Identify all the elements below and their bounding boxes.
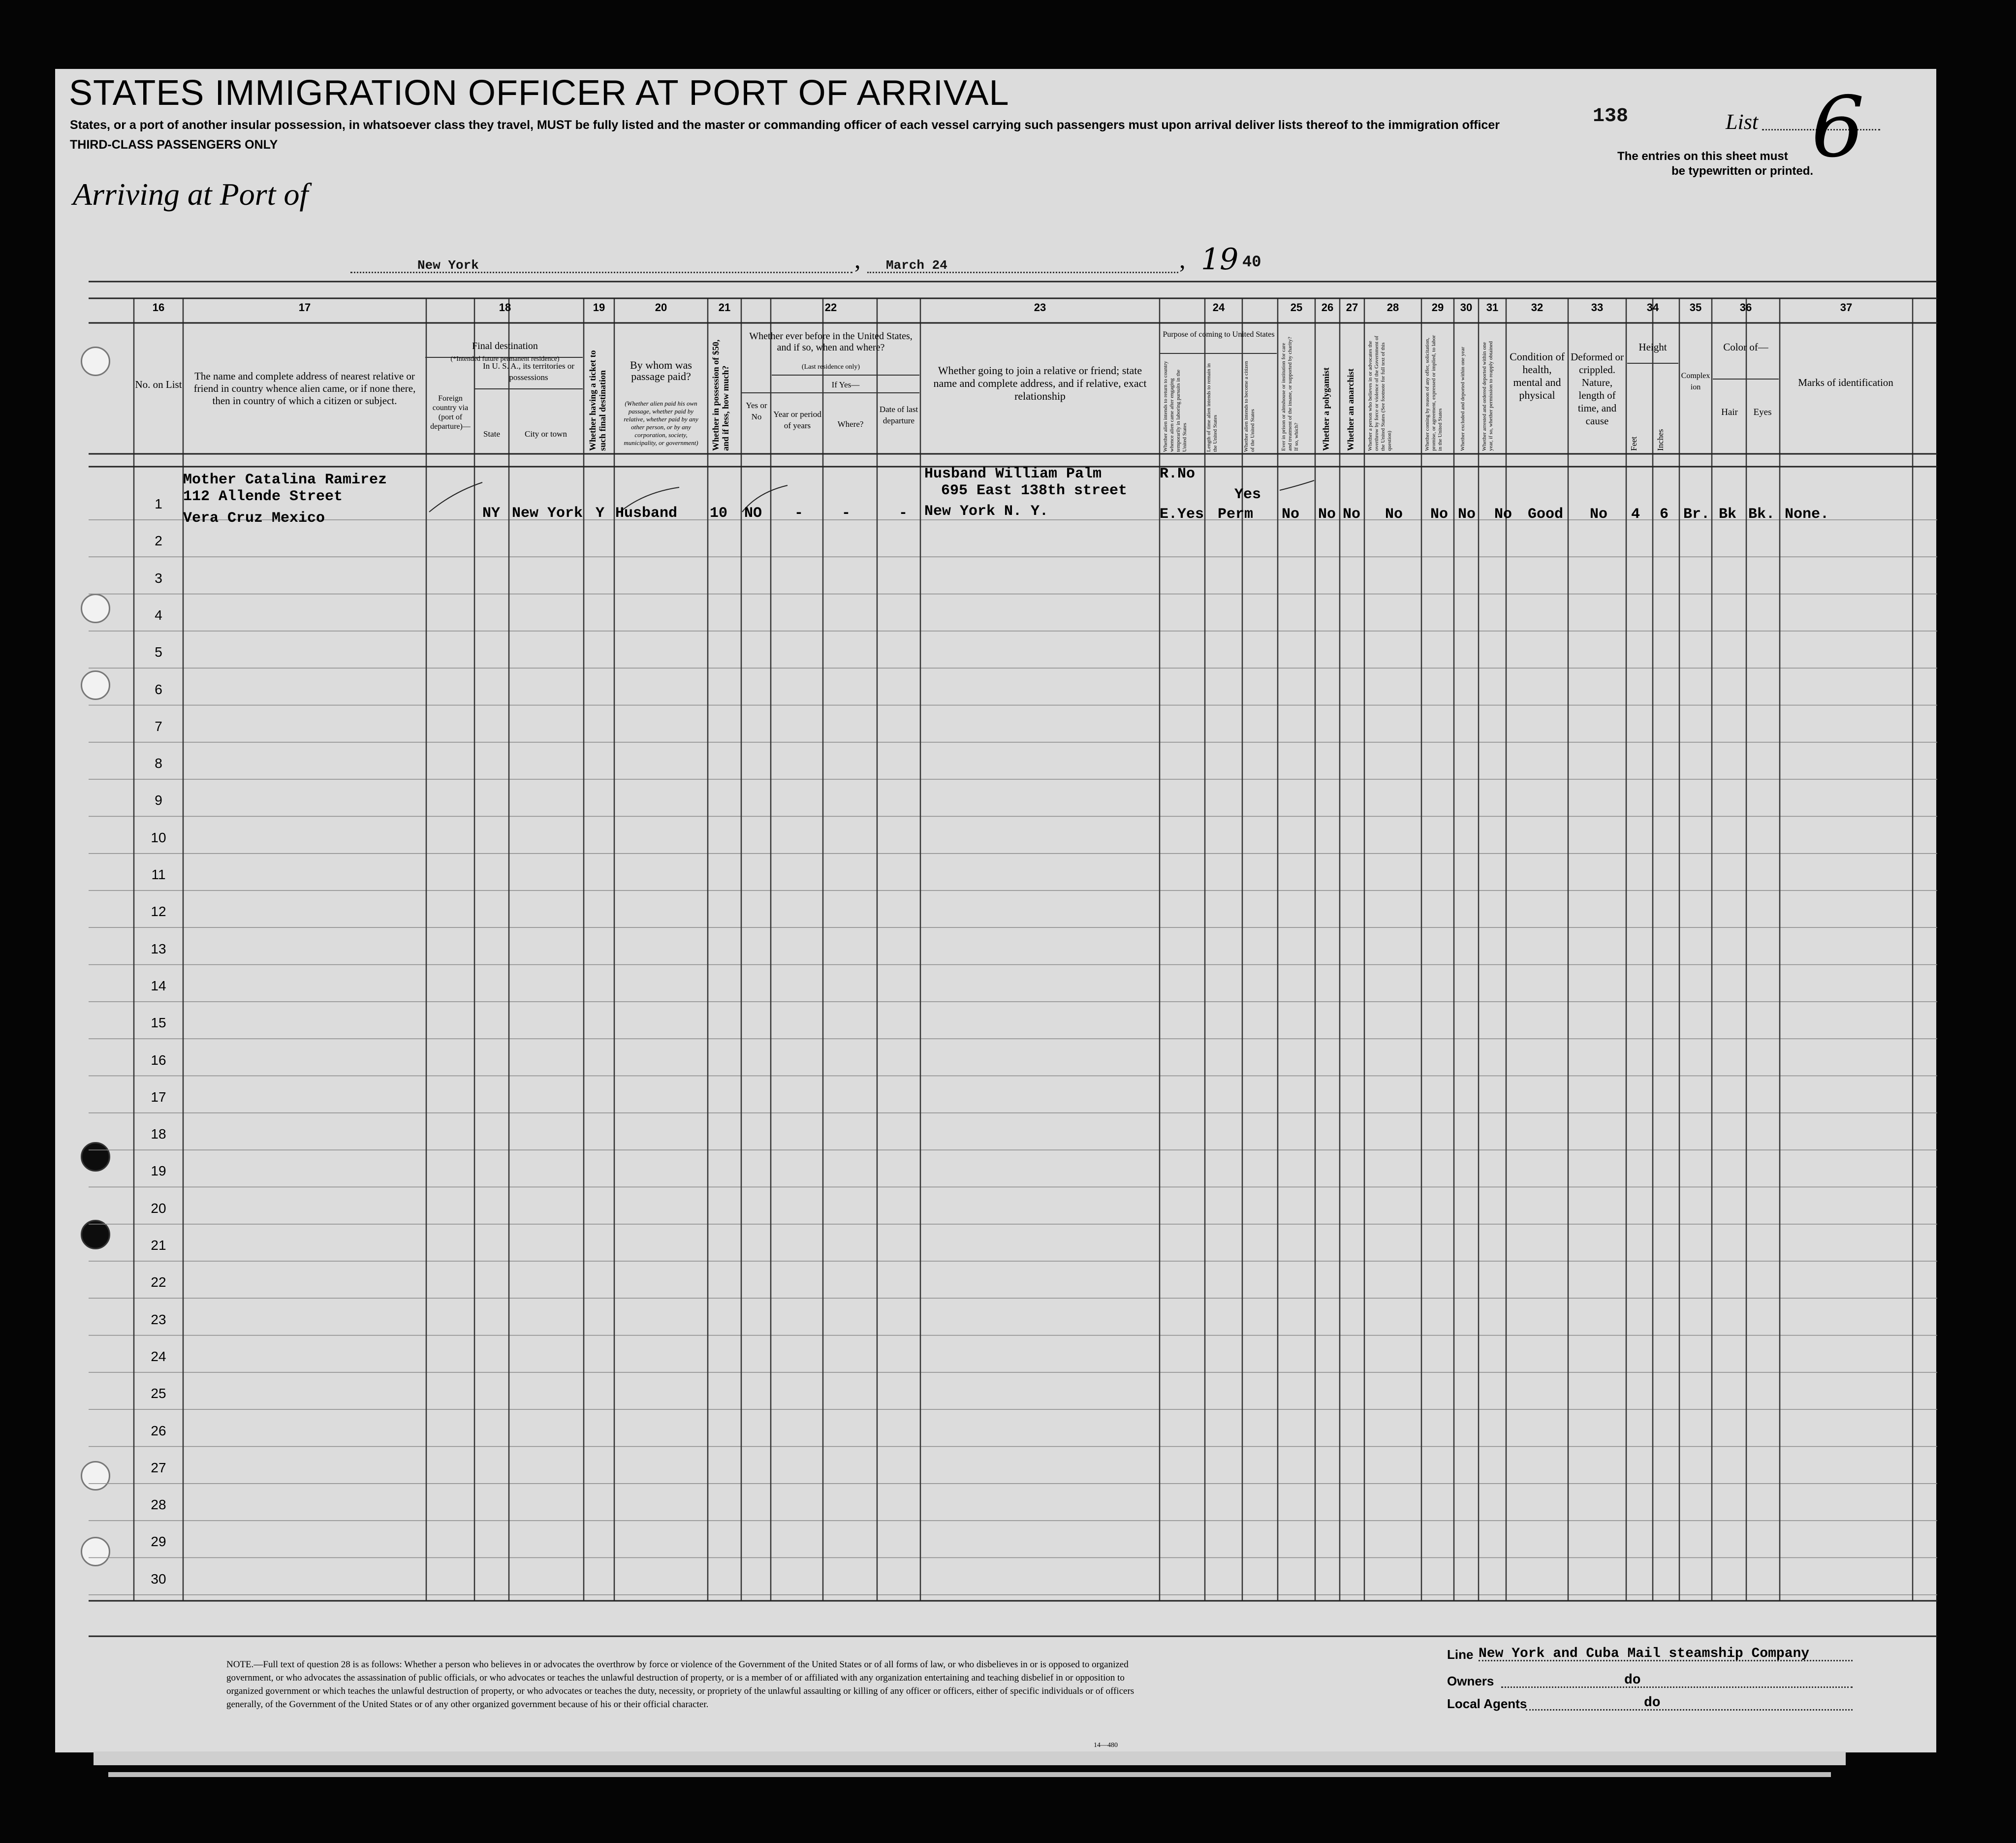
- year-suffix: 40: [1242, 253, 1261, 271]
- header-hair: Hair: [1721, 407, 1738, 417]
- header-if-yes: If Yes—: [831, 380, 860, 389]
- header-polygamist: Whether a polygamist: [1321, 367, 1331, 451]
- row-number: 25: [151, 1386, 166, 1401]
- header-height: Height: [1638, 341, 1667, 353]
- header-foreign-country: Foreign country via (port of departure)—: [430, 394, 471, 431]
- col-num-36: 36: [1739, 301, 1752, 314]
- header-final-destination-note: (*Intended future permanent residence): [450, 355, 560, 363]
- header-by-whom: By whom was passage paid?: [630, 359, 692, 382]
- header-eyes: Eyes: [1753, 407, 1772, 417]
- stamp-number: 138: [1593, 105, 1629, 127]
- departure-date-value: -: [899, 505, 908, 522]
- row-number: 9: [155, 793, 162, 808]
- row-number: 1: [155, 496, 162, 511]
- citizen-value: Yes: [1234, 486, 1261, 503]
- hair-value: Bk: [1719, 506, 1737, 523]
- header-where: Where?: [837, 419, 864, 429]
- col-num-29: 29: [1431, 301, 1444, 314]
- purpose-engage-value: E.Yes: [1160, 506, 1204, 523]
- eyes-value: Bk.: [1748, 506, 1775, 523]
- complexion-value: Br.: [1683, 506, 1710, 523]
- header-city: City or town: [525, 429, 567, 439]
- row-number: 15: [151, 1015, 166, 1031]
- row-number: 30: [151, 1571, 166, 1587]
- purpose-return-value: R.No: [1160, 466, 1196, 482]
- col-num-16: 16: [152, 301, 165, 314]
- header-purpose: Purpose of coming to United States: [1163, 330, 1275, 339]
- row-number: 3: [155, 570, 162, 586]
- destination-city: New York: [512, 505, 583, 522]
- row-number: 11: [151, 867, 166, 882]
- header-ever-before-note: (Last residence only): [801, 363, 860, 371]
- entries-note: The entries on this sheet must: [1617, 150, 1788, 163]
- line-value: New York and Cuba Mail steamship Company: [1479, 1646, 1810, 1661]
- owners-underline: [1501, 1686, 1853, 1688]
- prison-value: No: [1282, 506, 1300, 523]
- header-q28: Whether a person who believes in or advocates the overthrow by force or violence of the Government of the United States (See footnote for full text of this question): [1367, 336, 1392, 451]
- join-relative-line-3: New York N. Y.: [924, 503, 1049, 520]
- date-value: March 24: [886, 258, 947, 273]
- comma: ,: [854, 246, 861, 273]
- row-number: 2: [155, 533, 162, 549]
- where-value: -: [842, 505, 851, 522]
- col-num-17: 17: [298, 301, 311, 314]
- footnote-q28: NOTE.—Full text of question 28 is as follows: Whether a person who believes in or advocates the overthrow by force or violence of the Government of the United States or of all forms of law, or who disbelieves in or is opposed to organized government, or who advocates the assassination of public officials, or who advocates or teaches the unlawful destruction of property, or is a member of or affiliated with any organization entertaining and teaching disbelief in or opposition to organized government or which teaches the unlawful destruction of property, or who advocates or teaches the duty, necessity, or propriety of the unlawful assaulting or killing of any officer or officers, either of specific individuals or of officers generally, of the Government of the United States or of any other organized government because of his or their official character.: [226, 1659, 1134, 1710]
- owners-label: Owners: [1447, 1674, 1494, 1688]
- col-num-33: 33: [1591, 301, 1604, 314]
- row-number: 28: [151, 1497, 166, 1513]
- col-num-35: 35: [1689, 301, 1702, 314]
- header-condition: Condition of health, mental and physical: [1510, 350, 1565, 401]
- col-num-20: 20: [655, 301, 667, 314]
- destination-state: NY: [482, 505, 501, 522]
- list-label: List: [1726, 110, 1759, 134]
- ticket-value: Y: [596, 505, 605, 522]
- header-purpose-length: Length of time alien intends to remain in the United States: [1206, 363, 1218, 452]
- header-no-on-list: No. on List: [135, 379, 182, 390]
- row-number: 4: [155, 607, 162, 623]
- col-num-37: 37: [1840, 301, 1853, 314]
- col-num-24: 24: [1212, 301, 1225, 314]
- height-feet-value: 4: [1631, 506, 1640, 523]
- money-value: 10: [710, 505, 728, 522]
- row-number: 18: [151, 1126, 166, 1142]
- row-number: 20: [151, 1200, 166, 1216]
- header-purpose-return: Whether alien intends to return to country whence alien came after engaging temporarily in laboring pursuits in the United States: [1163, 361, 1188, 452]
- length-of-stay-value: Perm: [1218, 506, 1254, 523]
- row-number: 22: [151, 1274, 166, 1290]
- header-yes-no: Yes or No: [746, 401, 767, 421]
- polygamist-value: No: [1318, 506, 1336, 523]
- agents-label: Local Agents: [1447, 1696, 1527, 1711]
- header-deformed: Deformed or crippled. Nature, length of time, and cause: [1571, 351, 1624, 427]
- comma: ,: [1179, 246, 1186, 273]
- q30-value: No: [1458, 506, 1476, 523]
- q31-value: No: [1494, 506, 1512, 523]
- row-number: 5: [155, 644, 162, 660]
- header-date-departure: Date of last departure: [879, 405, 918, 425]
- row-number: 8: [155, 756, 162, 771]
- year-prefix: 19: [1201, 242, 1239, 277]
- header-feet: Feet: [1629, 436, 1638, 451]
- header-subtitle: States, or a port of another insular possession, in whatsoever class they travel, MUST be fully listed and the master or commanding officer of each vessel carrying such passengers must upon arrival deliver lists thereof to the immigration officer: [70, 118, 1500, 132]
- col-num-32: 32: [1531, 301, 1544, 314]
- list-number: 6: [1811, 79, 1865, 176]
- header-anarchist: Whether an anarchist: [1346, 368, 1355, 451]
- header-color-of: Color of—: [1723, 341, 1768, 353]
- row-number: 21: [151, 1238, 166, 1253]
- col-num-31: 31: [1486, 301, 1499, 314]
- header-q31: Whether arrested and ordered deported within one year, if so, whether permission to reapply obtained: [1481, 341, 1494, 451]
- agents-underline: [1526, 1709, 1853, 1711]
- entries-note: be typewritten or printed.: [1671, 164, 1814, 178]
- header-in-usa: In U. S. A., its territories or possessions: [482, 361, 575, 382]
- q29-value: No: [1430, 506, 1449, 523]
- header-inches: Inches: [1656, 429, 1665, 451]
- col-num-19: 19: [593, 301, 605, 314]
- agents-value: do: [1644, 1695, 1661, 1711]
- row-number: 23: [151, 1311, 166, 1327]
- page-title: STATES IMMIGRATION OFFICER AT PORT OF ARRIVAL: [69, 73, 1009, 113]
- anarchist-value: No: [1343, 506, 1361, 523]
- marks-value: None.: [1785, 506, 1829, 523]
- col-num-28: 28: [1386, 301, 1399, 314]
- header-q29: Whether coming by reason of any offer, solicitation, promise, or agreement, expressed or implied, to labor in the United States: [1424, 335, 1443, 451]
- col-num-30: 30: [1460, 301, 1473, 314]
- header-prison: Ever in prison or almshouse or institution for care and treatment of the insane, or supported by charity? If so, which?: [1281, 337, 1299, 451]
- header-ever-before: Whether ever before in the United States, and if so, when and where?: [749, 331, 913, 353]
- owners-value: do: [1624, 1673, 1641, 1688]
- arriving-label: Arriving at Port of: [73, 177, 309, 212]
- row-number: 24: [151, 1348, 166, 1364]
- col-num-26: 26: [1321, 301, 1334, 314]
- header-possession: Whether in possession of $50, and if less, how much?: [711, 339, 730, 451]
- row-number: 29: [151, 1534, 166, 1550]
- header-year-period: Year or period of years: [773, 410, 821, 430]
- row-number: 7: [155, 718, 162, 734]
- header-complexion: Complexion: [1681, 372, 1710, 391]
- year-value: -: [794, 505, 804, 522]
- join-relative-line-1: Husband William Palm: [924, 466, 1102, 482]
- form-number: 14—480: [1094, 1742, 1118, 1749]
- header-relative-friend: The name and complete address of nearest relative or friend in country whence alien came, or if none there, then in country of which a citizen or subject.: [193, 370, 416, 407]
- paid-by-value: Husband: [615, 505, 678, 522]
- row-number: 6: [155, 681, 162, 697]
- row-number: 13: [151, 941, 166, 956]
- ever-before-value: NO: [744, 505, 762, 522]
- relative-address-line-1: Mother Catalina Ramirez: [183, 472, 387, 488]
- q28-value: No: [1385, 506, 1403, 523]
- col-num-18: 18: [499, 301, 511, 314]
- header-q30: Whether excluded and deported within one year: [1460, 347, 1466, 451]
- header-final-destination: Final destination: [472, 341, 538, 351]
- row-number: 12: [151, 904, 166, 920]
- col-num-22: 22: [824, 301, 837, 314]
- relative-address-line-3: Vera Cruz Mexico: [183, 510, 325, 527]
- col-num-34: 34: [1646, 301, 1659, 314]
- line-label: Line: [1447, 1647, 1474, 1662]
- header-by-whom-note: (Whether alien paid his own passage, whether paid by relative, whether paid by any other person, or by any corporation, society, municipality, or government): [624, 400, 698, 446]
- header-state: State: [483, 429, 500, 439]
- port-value: New York: [417, 258, 479, 273]
- col-num-23: 23: [1034, 301, 1046, 314]
- header-join-relative: Whether going to join a relative or friend; state name and complete address, and if relative, exact relationship: [933, 364, 1147, 402]
- row-number: 19: [151, 1163, 166, 1179]
- header-purpose-citizen: Whether alien intends to become a citizen of the United States: [1243, 361, 1256, 452]
- col-num-25: 25: [1290, 301, 1303, 314]
- header-ticket: Whether having a ticket to such final destination: [588, 350, 607, 451]
- row-number: 26: [151, 1423, 166, 1438]
- header-marks: Marks of identification: [1798, 377, 1893, 388]
- row-number: 16: [151, 1052, 166, 1068]
- class-label: THIRD-CLASS PASSENGERS ONLY: [70, 138, 278, 152]
- height-inches-value: 6: [1660, 506, 1669, 523]
- join-relative-line-2: 695 East 138th street: [941, 482, 1128, 499]
- condition-value: Good: [1528, 506, 1564, 523]
- row-number: 14: [151, 978, 166, 993]
- col-num-27: 27: [1346, 301, 1358, 314]
- row-number: 27: [151, 1460, 166, 1475]
- col-num-21: 21: [718, 301, 731, 314]
- row-number: 10: [151, 829, 166, 845]
- relative-address-line-2: 112 Allende Street: [183, 488, 343, 505]
- row-number: 17: [151, 1089, 166, 1105]
- deformed-value: No: [1590, 506, 1608, 523]
